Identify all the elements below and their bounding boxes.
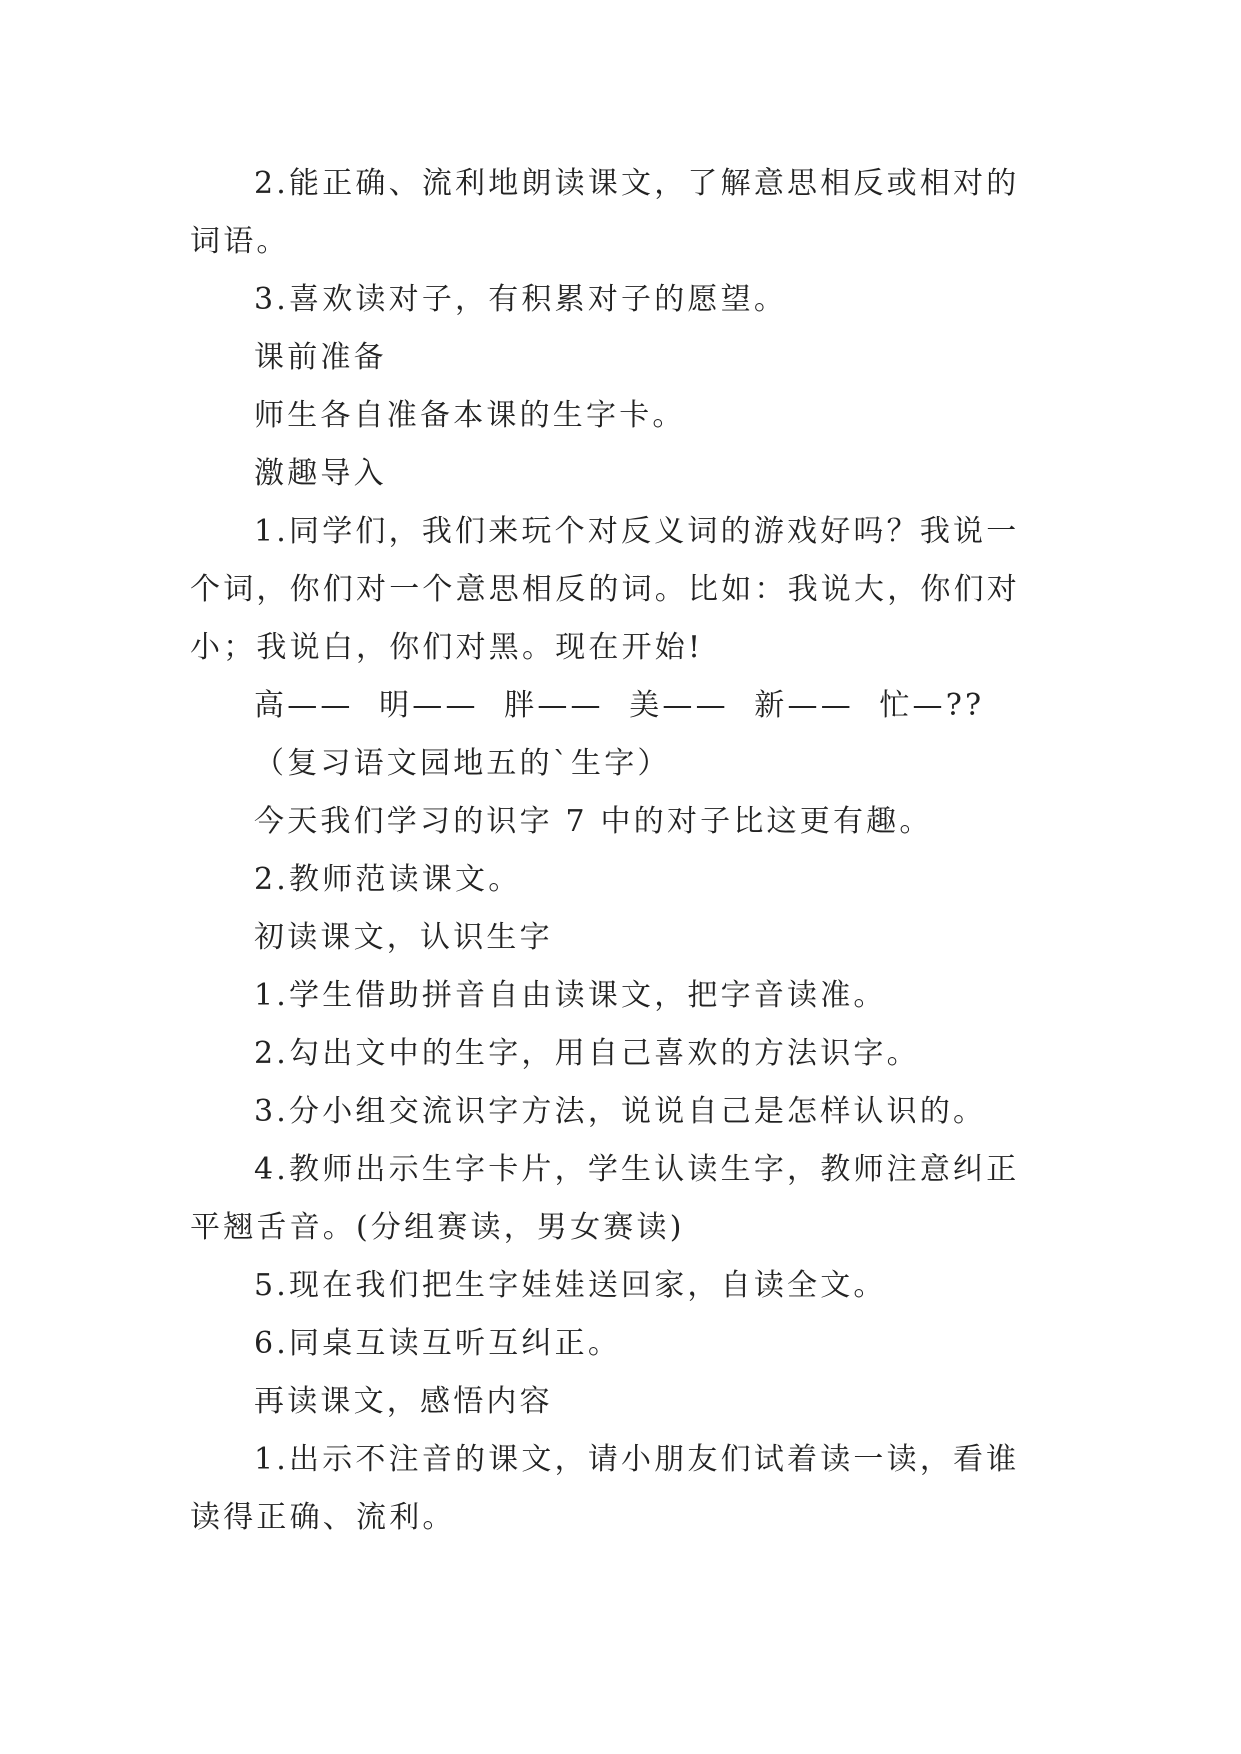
section-heading-introduction: 激趣导入 <box>254 456 387 491</box>
paragraph-review-note: （复习语文园地五的`生字） <box>254 746 671 781</box>
document-body <box>190 155 1050 1547</box>
paragraph-preparation: 师生各自准备本课的生字卡。 <box>254 398 686 433</box>
paragraph-antonym-game: 1.同学们，我们来玩个对反义词的游戏好吗？我说一个词，你们对一个意思相反的词。比如：我说大，你们对小；我说白，你们对黑。现在开始! <box>190 514 1020 665</box>
paragraph-step-5: 5.现在我们把生字娃娃送回家，自读全文。 <box>254 1268 887 1303</box>
paragraph-goal-2: 2.能正确、流利地朗读课文，了解意思相反或相对的词语。 <box>190 166 1020 259</box>
paragraph-step-6: 6.同桌互读互听互纠正。 <box>254 1326 622 1361</box>
section-heading-rereading: 再读课文，感悟内容 <box>254 1384 553 1419</box>
paragraph-step-4: 4.教师出示生字卡片，学生认读生字，教师注意纠正平翘舌音。(分组赛读，男女赛读) <box>190 1152 1020 1245</box>
section-heading-preparation: 课前准备 <box>254 340 387 375</box>
paragraph-today-lesson: 今天我们学习的识字 7 中的对子比这更有趣。 <box>254 804 933 839</box>
paragraph-goal-3: 3.喜欢读对子，有积累对子的愿望。 <box>254 282 788 317</box>
paragraph-step-3: 3.分小组交流识字方法，说说自己是怎样认识的。 <box>254 1094 987 1129</box>
paragraph-antonym-list: 高—— 明—— 胖—— 美—— 新—— 忙—?? <box>254 688 985 723</box>
paragraph-step-2: 2.勾出文中的生字，用自己喜欢的方法识字。 <box>254 1036 920 1071</box>
paragraph-step-1: 1.学生借助拼音自由读课文，把字音读准。 <box>254 978 887 1013</box>
paragraph-teacher-reading: 2.教师范读课文。 <box>254 862 522 897</box>
paragraph-rereading-step-1: 1.出示不注音的课文，请小朋友们试着读一读，看谁读得正确、流利。 <box>190 1442 1020 1535</box>
section-heading-first-reading: 初读课文，认识生字 <box>254 920 553 955</box>
